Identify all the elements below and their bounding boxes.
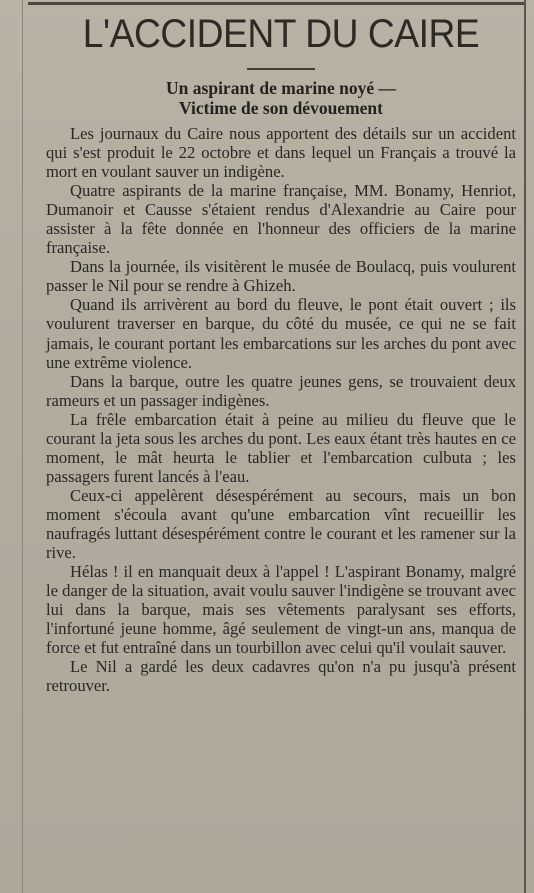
- article-paragraph: Quand ils arrivèrent au bord du fleuve, le pont était ouvert ; ils voulurent traverser en barque, du côté du musée, ce qui ne se fait jamais, le courant portant les embarcations sur les arches du pont avec une extrême violence.: [46, 295, 516, 372]
- article-subheading: [46, 78, 516, 118]
- left-column-rule: [22, 0, 23, 893]
- article-paragraph: Quatre aspirants de la marine française, MM. Bonamy, Henriot, Dumanoir et Causse s'étaient rendus d'Alexandrie au Caire pour assister à la fête donnée en l'honneur des officiers de la marine française.: [46, 181, 516, 258]
- top-column-rule: [28, 2, 524, 5]
- article-paragraph: Les journaux du Caire nous apportent des détails sur un accident qui s'est produit le 22 octobre et dans lequel un Français a trouvé la mort en voulant sauver un indigène.: [46, 124, 516, 182]
- article-headline: L'ACCIDENT DU CAIRE: [82, 12, 480, 56]
- subheading-line-2: Victime de son dévouement: [179, 98, 383, 118]
- right-column-rule: [524, 0, 526, 893]
- subheading-line-1: Un aspirant de marine noyé —: [166, 78, 396, 98]
- article-paragraph: Dans la barque, outre les quatre jeunes gens, se trouvaient deux rameurs et un passager indigènes.: [46, 371, 516, 410]
- article-paragraph: Ceux-ci appelèrent désespérément au secours, mais un bon moment s'écoula avant qu'une embarcation vînt recueillir les naufragés luttant désespérément contre le courant et les ramener sur la rive.: [46, 485, 516, 563]
- article-paragraph: Dans la journée, ils visitèrent le musée de Boulacq, puis voulurent passer le Nil pour se rendre à Ghizeh.: [46, 257, 516, 296]
- article-paragraph: La frêle embarcation était à peine au milieu du fleuve que le courant la jeta sous les arches du pont. Les eaux étant très hautes en ce moment, le mât heurta le tablier et l'embarcation culbuta ; les passagers furent lancés à l'eau.: [46, 409, 516, 486]
- article-paragraph: Hélas ! il en manquait deux à l'appel ! L'aspirant Bonamy, malgré le danger de la situation, avait voulu sauver l'indigène se trouvant avec lui dans la barque, mais ses vêtements paralysant ses efforts, l'infortuné jeune homme, âgé seulement de vingt-un ans, manqua de force et fut entraîné dans un tourbillon avec celui qu'il voulait sauver.: [46, 562, 516, 658]
- article-column: [46, 10, 516, 695]
- article-paragraph: Le Nil a gardé les deux cadavres qu'on n'a pu jusqu'à présent retrouver.: [46, 657, 516, 696]
- headline-divider: [247, 68, 315, 70]
